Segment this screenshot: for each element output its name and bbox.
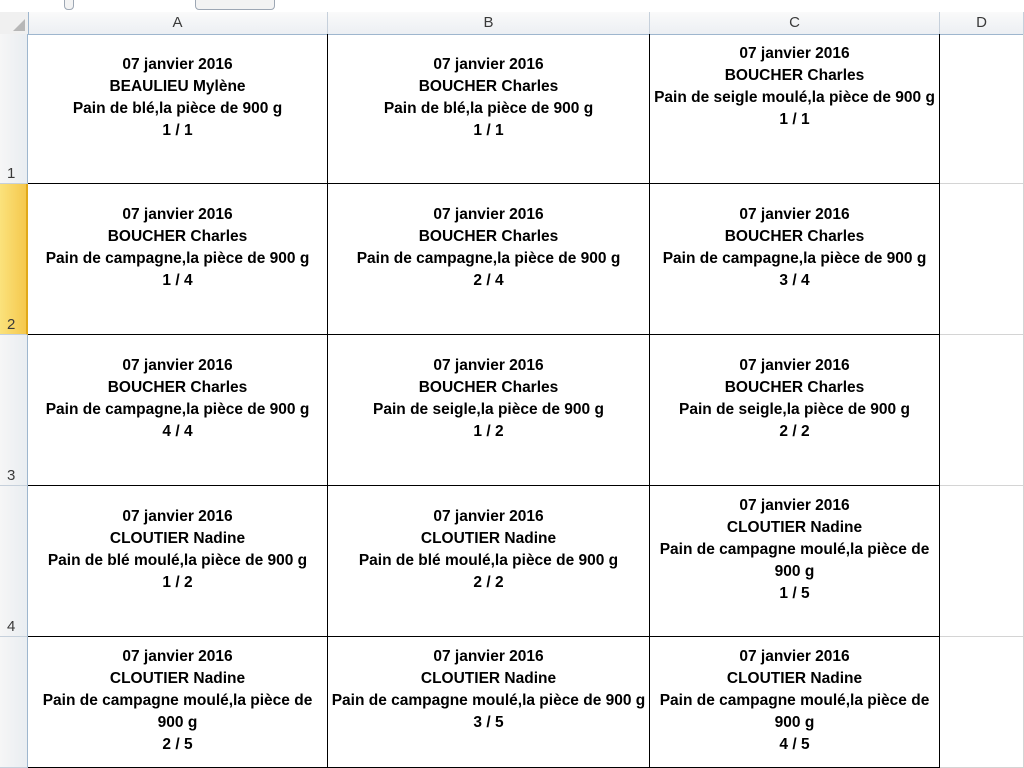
cell-d4[interactable] (940, 486, 1024, 637)
select-all-button[interactable] (0, 12, 29, 34)
label-product: Pain de seigle moulé,la pièce de 900 g (654, 89, 935, 106)
label-product: Pain de blé moulé,la pièce de 900 g (358, 552, 619, 569)
label-product: Pain de campagne moulé,la pièce de 900 g (659, 541, 930, 580)
label-count: 1 / 4 (162, 272, 193, 289)
cell-d2[interactable] (940, 184, 1024, 335)
row-number: 1 (7, 165, 16, 182)
name-box-edge[interactable] (64, 0, 74, 10)
cell-b1[interactable] (328, 34, 650, 184)
row-header-4[interactable] (0, 486, 28, 637)
label-name: CLOUTIER Nadine (726, 670, 863, 687)
label-name: BOUCHER Charles (418, 379, 559, 396)
label-count: 3 / 4 (779, 272, 810, 289)
label-date: 07 janvier 2016 (433, 357, 544, 374)
cell-d5[interactable] (940, 637, 1024, 768)
label-date: 07 janvier 2016 (433, 648, 544, 665)
label-name: CLOUTIER Nadine (420, 670, 557, 687)
formula-bar-edge[interactable] (195, 0, 275, 10)
label-date: 07 janvier 2016 (739, 206, 850, 223)
label-date: 07 janvier 2016 (122, 206, 233, 223)
label-date: 07 janvier 2016 (739, 497, 850, 514)
label-product: Pain de seigle,la pièce de 900 g (679, 401, 910, 418)
label-product: Pain de campagne,la pièce de 900 g (45, 250, 310, 267)
label-name: BOUCHER Charles (724, 228, 865, 245)
label-name: BEAULIEU Mylène (109, 78, 246, 95)
label-product: Pain de blé,la pièce de 900 g (383, 100, 594, 117)
label-product: Pain de campagne,la pièce de 900 g (45, 401, 310, 418)
cell-a2[interactable] (28, 184, 328, 335)
row-header-partial[interactable] (0, 637, 28, 768)
label-date: 07 janvier 2016 (122, 508, 233, 525)
label-product: Pain de campagne,la pièce de 900 g (356, 250, 621, 267)
cell-c4[interactable] (650, 486, 940, 637)
label-name: CLOUTIER Nadine (420, 530, 557, 547)
label-count: 4 / 5 (779, 736, 810, 753)
label-count: 2 / 2 (473, 574, 504, 591)
label-date: 07 janvier 2016 (122, 56, 233, 73)
cell-d3[interactable] (940, 335, 1024, 486)
label-name: BOUCHER Charles (724, 379, 865, 396)
label-count: 2 / 4 (473, 272, 504, 289)
cell-a4[interactable] (28, 486, 328, 637)
label-count: 4 / 4 (162, 423, 193, 440)
label-date: 07 janvier 2016 (122, 357, 233, 374)
label-name: CLOUTIER Nadine (109, 670, 246, 687)
label-product: Pain de campagne moulé,la pièce de 900 g (42, 692, 313, 731)
label-name: BOUCHER Charles (107, 379, 248, 396)
row-number: 2 (7, 316, 16, 333)
label-count: 1 / 2 (473, 423, 504, 440)
label-count: 1 / 5 (779, 585, 810, 602)
label-count: 1 / 2 (162, 574, 193, 591)
row-header-1[interactable] (0, 34, 28, 184)
cell-a5[interactable] (28, 637, 328, 768)
label-name: CLOUTIER Nadine (726, 519, 863, 536)
row-header-2[interactable] (0, 184, 28, 335)
label-count: 2 / 2 (779, 423, 810, 440)
select-all-triangle-icon (13, 19, 25, 31)
column-header-d[interactable]: D (940, 12, 1024, 34)
cell-c1[interactable] (650, 34, 940, 184)
label-product: Pain de campagne moulé,la pièce de 900 g (659, 692, 930, 731)
label-name: BOUCHER Charles (107, 228, 248, 245)
label-count: 2 / 5 (162, 736, 193, 753)
label-product: Pain de campagne moulé,la pièce de 900 g (331, 692, 646, 709)
label-date: 07 janvier 2016 (122, 648, 233, 665)
row-number: 4 (7, 618, 16, 635)
cell-c2[interactable] (650, 184, 940, 335)
cell-a3[interactable] (28, 335, 328, 486)
cell-b4[interactable] (328, 486, 650, 637)
label-date: 07 janvier 2016 (739, 45, 850, 62)
label-product: Pain de seigle,la pièce de 900 g (373, 401, 604, 418)
label-product: Pain de blé moulé,la pièce de 900 g (47, 552, 308, 569)
label-date: 07 janvier 2016 (739, 648, 850, 665)
column-header-c[interactable]: C (650, 12, 940, 34)
label-product: Pain de blé,la pièce de 900 g (72, 100, 283, 117)
label-date: 07 janvier 2016 (433, 508, 544, 525)
label-name: BOUCHER Charles (418, 228, 559, 245)
label-name: BOUCHER Charles (418, 78, 559, 95)
column-header-b[interactable]: B (328, 12, 650, 34)
label-count: 1 / 1 (779, 111, 810, 128)
label-name: CLOUTIER Nadine (109, 530, 246, 547)
label-date: 07 janvier 2016 (433, 56, 544, 73)
cell-b3[interactable] (328, 335, 650, 486)
label-name: BOUCHER Charles (724, 67, 865, 84)
row-number: 3 (7, 467, 16, 484)
label-count: 1 / 1 (473, 122, 504, 139)
label-product: Pain de campagne,la pièce de 900 g (662, 250, 927, 267)
column-headers (0, 12, 1024, 35)
cell-b2[interactable] (328, 184, 650, 335)
row-header-3[interactable] (0, 335, 28, 486)
label-date: 07 janvier 2016 (433, 206, 544, 223)
label-count: 3 / 5 (473, 714, 504, 731)
cell-a1[interactable] (28, 34, 328, 184)
cell-c5[interactable] (650, 637, 940, 768)
cell-b5[interactable] (328, 637, 650, 768)
cell-d1[interactable] (940, 34, 1024, 184)
label-date: 07 janvier 2016 (739, 357, 850, 374)
label-count: 1 / 1 (162, 122, 193, 139)
cell-c3[interactable] (650, 335, 940, 486)
column-header-a[interactable]: A (28, 12, 328, 34)
